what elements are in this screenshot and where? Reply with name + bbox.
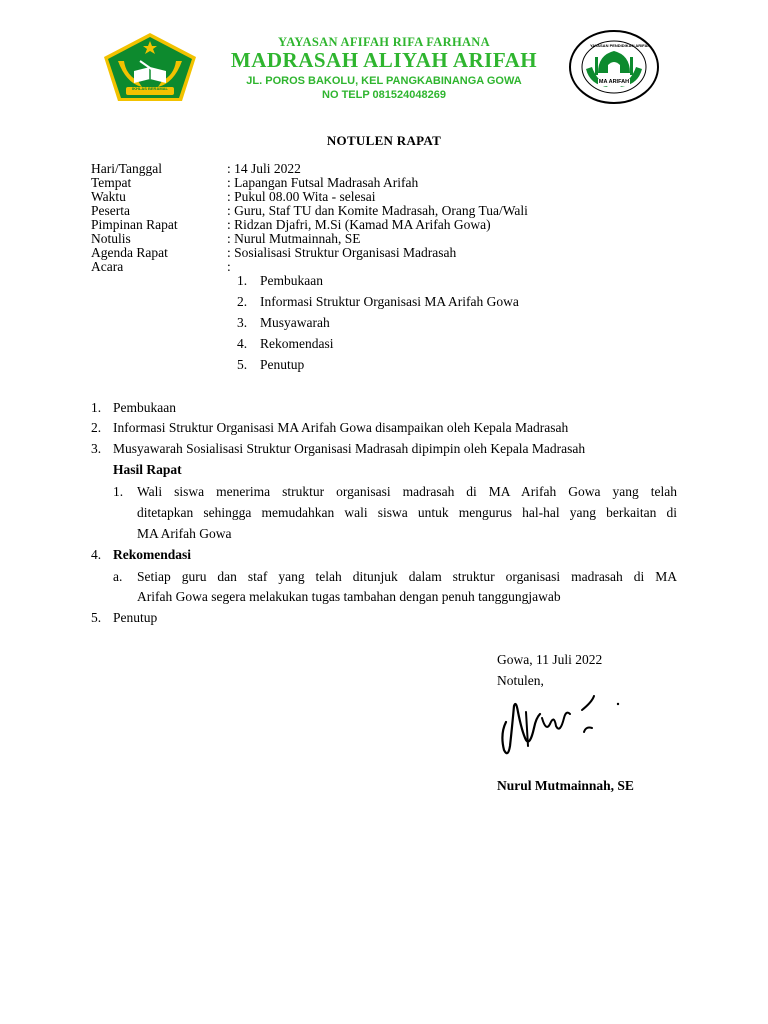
body-number: 3. <box>91 441 102 456</box>
body-number: 5. <box>91 610 102 625</box>
hasil-line: ditetapkan sehingga memudahkan wali siswa untuk mengurus hal-hal yang berkaitan di <box>137 505 677 520</box>
info-value: : Pukul 08.00 Wita - selesai <box>227 189 376 204</box>
ma-arifah-seal-icon <box>568 29 660 105</box>
body-number: 2. <box>91 420 102 435</box>
foundation-name: YAYASAN AFIFAH RIFA FARHANA <box>278 35 490 49</box>
body-item: Penutup <box>113 610 158 625</box>
body-number: 1. <box>91 400 102 415</box>
signature-place-date: Gowa, 11 Juli 2022 <box>497 652 603 667</box>
info-label: Waktu <box>91 189 126 204</box>
signature-role: Notulen, <box>497 673 544 688</box>
acara-item: Musyawarah <box>260 315 330 330</box>
left-logo-banner-text: IKHLAS BERAMAL <box>132 86 168 91</box>
info-value: : Guru, Staf TU dan Komite Madrasah, Orang Tua/Wali <box>227 203 528 218</box>
acara-number: 1. <box>237 273 248 288</box>
right-logo-ring-text: YAYASAN PENDIDIKAN ARIFAH <box>590 43 651 48</box>
info-label: Tempat <box>91 175 132 190</box>
info-label: Agenda Rapat <box>91 245 168 260</box>
hasil-number: 1. <box>113 484 124 499</box>
acara-number: 2. <box>237 294 248 309</box>
acara-item: Informasi Struktur Organisasi MA Arifah Gowa <box>260 294 519 309</box>
hasil-line: MA Arifah Gowa <box>137 526 232 541</box>
body-item: Informasi Struktur Organisasi MA Arifah Gowa disampaikan oleh Kepala Madrasah <box>113 420 569 435</box>
info-value: : Sosialisasi Struktur Organisasi Madrasah <box>227 245 457 260</box>
info-label: Acara <box>91 259 124 274</box>
acara-number: 5. <box>237 357 248 372</box>
right-logo-text: MA ARIFAH <box>598 79 630 85</box>
hasil-line: Wali siswa menerima struktur organisasi madrasah di MA Arifah Gowa yang telah <box>137 484 677 499</box>
rekomendasi-line: Setiap guru dan staf yang telah ditunjuk dalam struktur organisasi madrasah di MA <box>137 569 677 584</box>
info-value: : <box>227 259 231 274</box>
acara-number: 3. <box>237 315 248 330</box>
rekomendasi-letter: a. <box>113 569 123 584</box>
acara-item: Pembukaan <box>260 273 323 288</box>
info-label: Hari/Tanggal <box>91 161 163 176</box>
info-label: Pimpinan Rapat <box>91 217 178 232</box>
body-item: Pembukaan <box>113 400 176 415</box>
body-number: 4. <box>91 547 102 562</box>
rekomendasi-heading: Rekomendasi <box>113 547 192 562</box>
info-value: : Lapangan Futsal Madrasah Arifah <box>227 175 419 190</box>
info-label: Notulis <box>91 231 131 246</box>
info-value: : 14 Juli 2022 <box>227 161 301 176</box>
body-item: Musyawarah Sosialisasi Struktur Organisasi Madrasah dipimpin oleh Kepala Madrasah <box>113 441 586 456</box>
acara-number: 4. <box>237 336 248 351</box>
acara-item: Rekomendasi <box>260 336 334 351</box>
acara-item: Penutup <box>260 357 305 372</box>
school-name: MADRASAH ALIYAH ARIFAH <box>230 48 538 72</box>
info-label: Peserta <box>91 203 130 218</box>
school-address: JL. POROS BAKOLU, KEL PANGKABINANGA GOWA <box>246 75 522 87</box>
signature-name: Nurul Mutmainnah, SE <box>497 778 634 793</box>
info-value: : Nurul Mutmainnah, SE <box>227 231 361 246</box>
document-title: NOTULEN RAPAT <box>326 133 442 148</box>
rekomendasi-line: Arifah Gowa segera melakukan tugas tambahan dengan penuh tanggungjawab <box>137 589 561 604</box>
hasil-rapat-heading: Hasil Rapat <box>113 462 182 477</box>
school-phone: NO TELP 081524048269 <box>322 89 446 101</box>
handwritten-signature-icon <box>496 688 626 760</box>
info-value: : Ridzan Djafri, M.Si (Kamad MA Arifah Gowa) <box>227 217 491 232</box>
